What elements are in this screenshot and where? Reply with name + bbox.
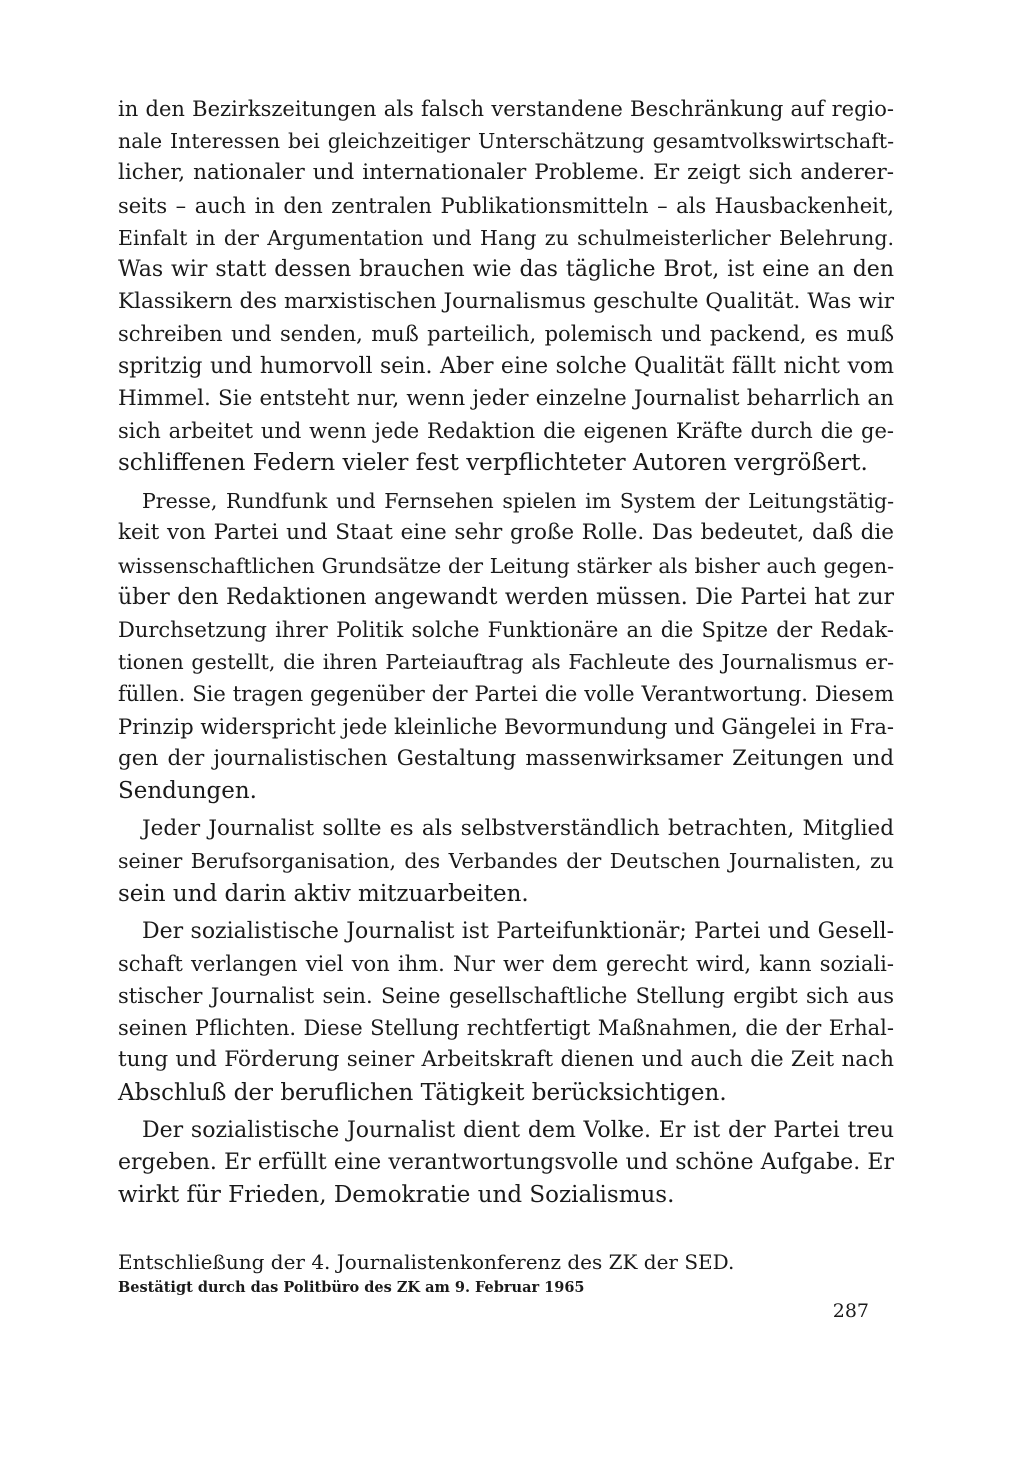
text-line: seinen Pflichten. Diese Stellung rechtfertigt Maßnahmen, die der Erhal- <box>118 1016 894 1041</box>
page-body <box>118 93 894 1299</box>
text-line: Jeder Journalist sollte es als selbstverständlich betrachten, Mitglied <box>142 816 894 842</box>
text-line: in den Bezirkszeitungen als falsch verstandene Beschränkung auf regio- <box>118 97 894 121</box>
text-line: nale Interessen bei gleichzeitiger Unterschätzung gesamtvolkswirtschaft- <box>118 129 894 154</box>
text-line: wirkt für Frieden, Demokratie und Sozialismus. <box>118 1182 675 1209</box>
text-line: spritzig und humorvoll sein. Aber eine solche Qualität fällt nicht vom <box>118 353 894 379</box>
text-line: stischer Journalist sein. Seine gesellschaftliche Stellung ergibt sich aus <box>118 984 894 1009</box>
text-line: Prinzip widerspricht jede kleinliche Bevormundung und Gängelei in Fra- <box>118 714 894 739</box>
text-line: schaft verlangen viel von ihm. Nur wer dem gerecht wird, kann soziali- <box>118 951 894 976</box>
text-line: keit von Partei und Staat eine sehr große Rolle. Das bedeutet, daß die <box>118 520 894 546</box>
text-line: Presse, Rundfunk und Fernsehen spielen im System der Leitungstätig- <box>142 489 894 514</box>
text-line: Der sozialistische Journalist ist Parteifunktionär; Partei und Gesell- <box>142 918 894 944</box>
text-line: wissenschaftlichen Grundsätze der Leitung stärker als bisher auch gegen- <box>118 553 894 578</box>
text-line: sein und darin aktiv mitzuarbeiten. <box>118 880 529 907</box>
text-line: Klassikern des marxistischen Journalismus geschulte Qualität. Was wir <box>118 289 894 315</box>
text-line: Sendungen. <box>118 777 257 804</box>
paragraph-4 <box>118 916 894 1109</box>
text-line: seits – auch in den zentralen Publikationsmitteln – als Hausbackenheit, <box>118 193 894 218</box>
source-subtitle: Bestätigt durch das Politbüro des ZK am 9. Februar 1965 <box>118 1279 585 1297</box>
text-line: seiner Berufsorganisation, des Verbandes der Deutschen Journalisten, zu <box>118 849 894 874</box>
text-line: sich arbeitet und wenn jede Redaktion die eigenen Kräfte durch die ge- <box>118 418 894 443</box>
text-line: tung und Förderung seiner Arbeitskraft dienen und auch die Zeit nach <box>118 1047 894 1073</box>
paragraph-3 <box>118 813 894 910</box>
source-title: Entschließung der 4. Journalistenkonferenz des ZK der SED. <box>118 1250 735 1275</box>
paragraph-1 <box>118 93 894 479</box>
text-line: licher, nationaler und internationaler Probleme. Er zeigt sich anderer- <box>118 160 894 186</box>
text-line: schliffenen Federn vieler fest verpflichteter Autoren vergrößert. <box>118 450 868 477</box>
text-line: Einfalt in der Argumentation und Hang zu schulmeisterlicher Belehrung. <box>118 225 894 250</box>
page-number: 287 <box>832 1300 869 1322</box>
text-line: Durchsetzung ihrer Politik solche Funktionäre an die Spitze der Redak- <box>118 618 894 642</box>
text-line: gen der journalistischen Gestaltung massenwirksamer Zeitungen und <box>118 745 894 771</box>
text-line: über den Redaktionen angewandt werden müssen. Die Partei hat zur <box>118 584 894 610</box>
text-line: Himmel. Sie entsteht nur, wenn jeder einzelne Journalist beharrlich an <box>118 385 894 411</box>
text-line: Was wir statt dessen brauchen wie das tägliche Brot, ist eine an den <box>118 256 894 282</box>
text-line: schreiben und senden, muß parteilich, polemisch und packend, es muß <box>118 322 894 347</box>
text-line: tionen gestellt, die ihren Parteiauftrag als Fachleute des Journalismus er- <box>118 650 894 675</box>
text-line: ergeben. Er erfüllt eine verantwortungsvolle und schöne Aufgabe. Er <box>118 1150 894 1175</box>
text-line: Der sozialistische Journalist dient dem Volke. Er ist der Partei treu <box>142 1117 894 1143</box>
text-line: Abschluß der beruflichen Tätigkeit berücksichtigen. <box>118 1079 727 1106</box>
paragraph-2 <box>118 485 894 807</box>
paragraph-5 <box>118 1115 894 1212</box>
text-line: füllen. Sie tragen gegenüber der Partei die volle Verantwortung. Diesem <box>118 682 894 707</box>
source-citation <box>118 1247 894 1299</box>
